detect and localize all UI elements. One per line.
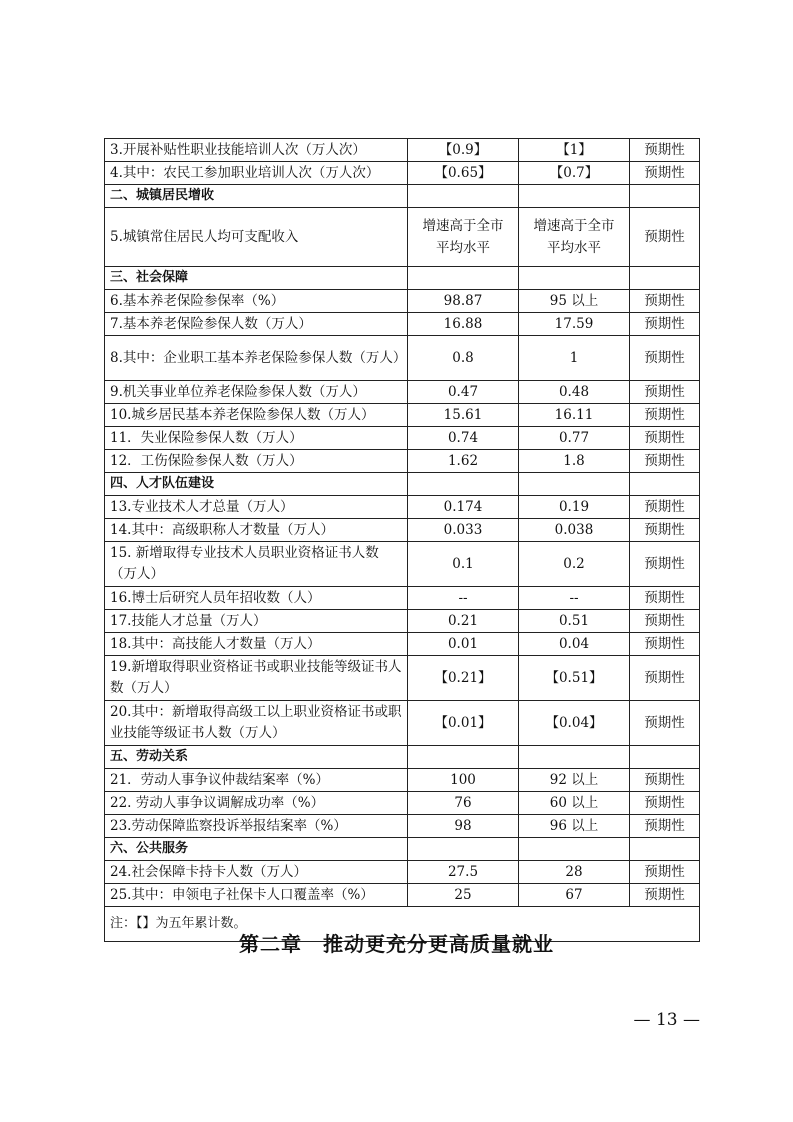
table-row [105,427,700,450]
value-2025-target: 【0.04】 [519,701,630,746]
value-2025-target: 0.77 [519,427,630,450]
value-2020: 27.5 [408,861,519,884]
table-row [105,884,700,907]
empty-cell [519,746,630,769]
section-header-row [105,746,700,769]
value-2020: 0.47 [408,381,519,404]
table-row [105,404,700,427]
section-title: 六、公共服务 [105,838,408,861]
table-note: 注：【】为五年累计数。 [105,907,700,942]
empty-cell [630,746,700,769]
value-2025-target: -- [519,587,630,610]
indicator-attribute: 预期性 [630,162,700,185]
indicator-attribute: 预期性 [630,450,700,473]
indicator-name: 16.博士后研究人员年招收数（人） [105,587,408,610]
empty-cell [408,473,519,496]
table-row [105,381,700,404]
value-2025-target: 0.2 [519,542,630,587]
table-row [105,139,700,162]
value-2020: 【0.01】 [408,701,519,746]
section-title: 五、劳动关系 [105,746,408,769]
section-header-row [105,267,700,290]
indicator-name: 25.其中：申领电子社保卡人口覆盖率（%） [105,884,408,907]
indicator-attribute: 预期性 [630,633,700,656]
value-2020: 0.033 [408,519,519,542]
indicator-attribute: 预期性 [630,313,700,336]
table-row [105,769,700,792]
value-2025-target: 0.51 [519,610,630,633]
indicator-attribute: 预期性 [630,701,700,746]
table-row [105,861,700,884]
indicator-name: 8.其中：企业职工基本养老保险参保人数（万人） [105,336,408,381]
value-2025-target: 0.48 [519,381,630,404]
value-2020: 15.61 [408,404,519,427]
empty-cell [519,473,630,496]
indicator-name: 19.新增取得职业资格证书或职业技能等级证书人数（万人） [105,656,408,701]
value-2025-target: 92 以上 [519,769,630,792]
empty-cell [630,838,700,861]
value-2025-target: 96 以上 [519,815,630,838]
indicator-name: 21．劳动人事争议仲裁结案率（%） [105,769,408,792]
indicator-name: 7.基本养老保险参保人数（万人） [105,313,408,336]
table-row [105,450,700,473]
value-2020: 16.88 [408,313,519,336]
value-2020: 【0.21】 [408,656,519,701]
table-body [105,139,700,942]
value-2025-target: 0.19 [519,496,630,519]
indicator-attribute: 预期性 [630,792,700,815]
section-title: 二、城镇居民增收 [105,185,408,208]
table-row [105,610,700,633]
value-2020: 0.21 [408,610,519,633]
indicator-attribute: 预期性 [630,381,700,404]
value-2025-target: 0.038 [519,519,630,542]
value-2025-target: 【0.7】 [519,162,630,185]
indicator-attribute: 预期性 [630,587,700,610]
value-2020: -- [408,587,519,610]
indicator-name: 5.城镇常住居民人均可支配收入 [105,208,408,267]
table-row [105,815,700,838]
indicator-name: 17.技能人才总量（万人） [105,610,408,633]
indicator-attribute: 预期性 [630,427,700,450]
empty-cell [408,746,519,769]
value-2025-target: 60 以上 [519,792,630,815]
value-2020: 0.74 [408,427,519,450]
value-2020: 98 [408,815,519,838]
table-row [105,496,700,519]
indicator-name: 23.劳动保障监察投诉举报结案率（%） [105,815,408,838]
value-2020: 1.62 [408,450,519,473]
indicator-attribute: 预期性 [630,290,700,313]
value-2020: 100 [408,769,519,792]
value-2020: 0.174 [408,496,519,519]
indicator-attribute: 预期性 [630,208,700,267]
empty-cell [630,267,700,290]
section-header-row [105,838,700,861]
table-row [105,656,700,701]
table-row [105,542,700,587]
value-2020: 【0.9】 [408,139,519,162]
indicator-name: 10.城乡居民基本养老保险参保人数（万人） [105,404,408,427]
indicator-attribute: 预期性 [630,404,700,427]
value-2025-target: 17.59 [519,313,630,336]
indicator-attribute: 预期性 [630,815,700,838]
empty-cell [630,185,700,208]
table-row [105,792,700,815]
table-row [105,290,700,313]
value-2020: 【0.65】 [408,162,519,185]
indicator-name: 3.开展补贴性职业技能培训人次（万人次） [105,139,408,162]
value-2020: 0.01 [408,633,519,656]
value-2025-target: 1 [519,336,630,381]
indicator-name: 13.专业技术人才总量（万人） [105,496,408,519]
section-title: 四、人才队伍建设 [105,473,408,496]
value-2020: 0.1 [408,542,519,587]
page-number: — 13 — [633,1010,700,1030]
table-row [105,701,700,746]
value-2025-target: 【1】 [519,139,630,162]
value-2025-target: 16.11 [519,404,630,427]
indicator-name: 18.其中：高技能人才数量（万人） [105,633,408,656]
indicator-name: 12．工伤保险参保人数（万人） [105,450,408,473]
value-2020: 增速高于全市平均水平 [408,208,519,267]
indicator-name: 6.基本养老保险参保率（%） [105,290,408,313]
empty-cell [519,185,630,208]
indicator-table [104,138,700,942]
indicator-name: 20.其中：新增取得高级工以上职业资格证书或职业技能等级证书人数（万人） [105,701,408,746]
indicator-attribute: 预期性 [630,496,700,519]
table-row [105,313,700,336]
indicator-attribute: 预期性 [630,336,700,381]
value-2025-target: 95 以上 [519,290,630,313]
indicator-attribute: 预期性 [630,884,700,907]
indicator-attribute: 预期性 [630,861,700,884]
indicator-name: 15. 新增取得专业技术人员职业资格证书人数（万人） [105,542,408,587]
empty-cell [408,267,519,290]
section-title: 三、社会保障 [105,267,408,290]
indicator-name: 11．失业保险参保人数（万人） [105,427,408,450]
value-2025-target: 28 [519,861,630,884]
indicator-name: 22. 劳动人事争议调解成功率（%） [105,792,408,815]
indicator-attribute: 预期性 [630,769,700,792]
value-2025-target: 67 [519,884,630,907]
value-2025-target: 1.8 [519,450,630,473]
indicator-name: 9.机关事业单位养老保险参保人数（万人） [105,381,408,404]
empty-cell [630,473,700,496]
section-header-row [105,185,700,208]
value-2025-target: 0.04 [519,633,630,656]
empty-cell [408,838,519,861]
indicator-name: 24.社会保障卡持卡人数（万人） [105,861,408,884]
value-2020: 76 [408,792,519,815]
table-row [105,162,700,185]
value-2020: 0.8 [408,336,519,381]
table-row [105,587,700,610]
empty-cell [519,838,630,861]
indicator-attribute: 预期性 [630,519,700,542]
value-2025-target: 增速高于全市平均水平 [519,208,630,267]
table-row [105,519,700,542]
table-row [105,633,700,656]
indicator-attribute: 预期性 [630,656,700,701]
value-2020: 25 [408,884,519,907]
indicator-attribute: 预期性 [630,610,700,633]
value-2025-target: 【0.51】 [519,656,630,701]
indicator-attribute: 预期性 [630,542,700,587]
indicator-name: 14.其中：高级职称人才数量（万人） [105,519,408,542]
table-row [105,208,700,267]
section-header-row [105,473,700,496]
table-row [105,336,700,381]
empty-cell [408,185,519,208]
chapter-title: 第二章 推动更充分更高质量就业 [239,932,554,956]
indicator-attribute: 预期性 [630,139,700,162]
empty-cell [519,267,630,290]
value-2020: 98.87 [408,290,519,313]
indicator-name: 4.其中：农民工参加职业培训人次（万人次） [105,162,408,185]
